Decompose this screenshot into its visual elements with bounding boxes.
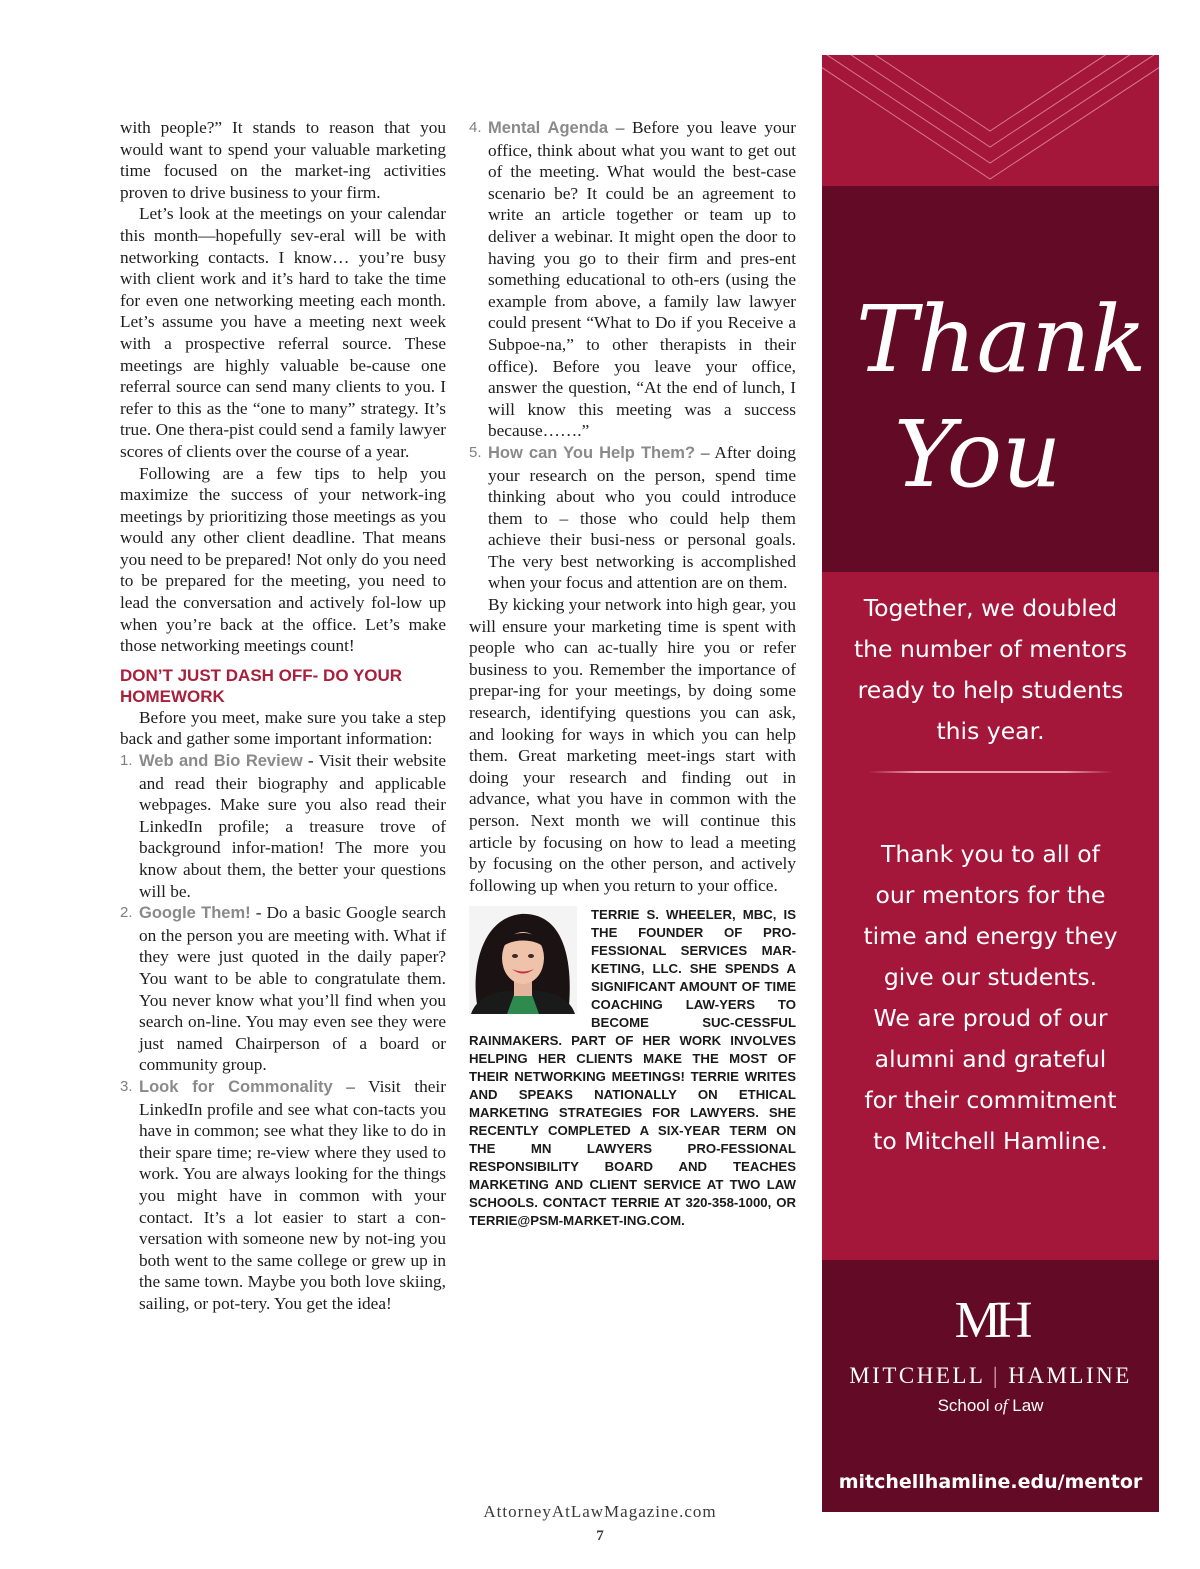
tips-list-continued bbox=[469, 117, 796, 594]
school-of-law bbox=[822, 1396, 1159, 1416]
ad-line: for their commitment bbox=[864, 1086, 1117, 1114]
article-paragraph: Before you meet, make sure you take a step back and gather some important information: bbox=[120, 707, 446, 749]
tip-number: 3. bbox=[120, 1077, 133, 1095]
ad-line: alumni and grateful bbox=[874, 1045, 1107, 1073]
thank-script-word: Thank bbox=[856, 286, 1147, 393]
tip-item bbox=[469, 442, 796, 594]
school-word: School bbox=[937, 1396, 990, 1415]
mitchell-hamline-ad bbox=[822, 55, 1159, 1512]
wordmark-right: HAMLINE bbox=[1008, 1363, 1132, 1388]
tip-number: 5. bbox=[469, 443, 482, 461]
chevron-lines-icon bbox=[822, 55, 1159, 186]
you-script-word: You bbox=[894, 401, 1062, 508]
ad-line: Thank you to all of bbox=[881, 840, 1100, 868]
magazine-website: AttorneyAtLawMagazine.com bbox=[483, 1502, 717, 1521]
tip-body: Do a basic Google search on the person you are meeting with. What if they were just quoted in the daily paper? You want to be able to congratulate them. You never know what you’ll find when you search on-line. You may even see they were just named Chairperson of a board or community group. bbox=[139, 903, 447, 1075]
mh-logo-mark: MH bbox=[954, 1292, 1027, 1349]
ad-line: give our students. bbox=[883, 963, 1098, 991]
tip-number: 4. bbox=[469, 119, 482, 136]
tip-separator: - bbox=[302, 751, 319, 771]
tip-body: Visit their website and read their biography and applicable webpages. Make sure you also read their LinkedIn profile; a treasure trove of background infor-mation! The more you know about them, the better your questions will be. bbox=[139, 751, 447, 901]
of-word: of bbox=[994, 1396, 1008, 1415]
tip-separator: – bbox=[608, 118, 632, 137]
author-bio-text: TERRIE S. WHEELER, MBC, IS THE FOUNDER OF PRO-FESSIONAL SERVICES MAR-KETING, LLC. SHE SPENDS A SIGNIFICANT AMOUNT OF TIME COACHING LAW-YERS TO BECOME SUC-CESSFUL RAINMAKERS. PART OF HER WORK INVOLVES HELPING HER CLIENTS MAKE THE MOST OF THEIR NETWORKING MEETINGS! TERRIE WRITES AND SPEAKS NATIONALLY ON ETHICAL MARKETING STRATEGIES FOR LAWYERS. SHE RECENTLY COMPLETED A SIX-YEAR TERM ON THE MN LAWYERS PRO-FESSIONAL RESPONSIBILITY BOARD AND TEACHES MARKETING AND CLIENT SERVICE AT TWO LAW SCHOOLS. CONTACT TERRIE AT 320-358-1000, OR TERRIE@PSM-MARKET-ING.COM. bbox=[469, 907, 796, 1229]
tip-body: After doing your research on the person, spend time thinking about who you could introduce them to – those who could help them achieve their busi-ness or personal goals. The very best networking is accomplished when your focus and attention are on them. bbox=[488, 442, 796, 593]
tip-number: 1. bbox=[120, 752, 133, 770]
law-word: Law bbox=[1012, 1396, 1044, 1415]
tip-separator: – bbox=[332, 1076, 369, 1096]
wordmark-separator: | bbox=[992, 1363, 1000, 1388]
thank-you-script bbox=[822, 186, 1159, 572]
ad-line: We are proud of our bbox=[873, 1004, 1108, 1032]
mentor-url-link[interactable]: mitchellhamline.edu/mentor bbox=[838, 1471, 1143, 1493]
ad-chevron-band bbox=[822, 55, 1159, 186]
author-photo bbox=[469, 906, 577, 1014]
ad-line: our mentors for the bbox=[875, 881, 1106, 909]
article-paragraph: Following are a few tips to help you maximize the success of your network-ing meetings by prioritizing those meetings as you would any other client deadline. That means you need to be prepared! Not only do you need to be prepared for the meeting, you need to lead the conversation and actively fol-low up when you’re back at the office. Let’s make those networking meetings count! bbox=[120, 463, 446, 656]
ad-line: to Mitchell Hamline. bbox=[873, 1127, 1108, 1155]
article-paragraph: Let’s look at the meetings on your calendar this month—hopefully sev-eral will be with networking contacts. I know… you’re busy with client work and it’s hard to take the time for even one networking meeting each month. Let’s assume you have a meeting next week with a prospective referral source. These meetings are highly valuable be-cause one referral source can send many clients to you. I refer to this as the “one to many” strategy. It’s true. One thera-pist could send a family lawyer scores of clients over the course of a year. bbox=[120, 204, 446, 461]
tip-item bbox=[120, 1076, 446, 1315]
tip-item bbox=[120, 902, 446, 1076]
tip-number: 2. bbox=[120, 904, 133, 922]
ad-message-1 bbox=[822, 588, 1159, 752]
ad-line: Together, we doubled bbox=[863, 594, 1118, 622]
tip-separator: - bbox=[250, 903, 267, 923]
ad-divider bbox=[868, 771, 1113, 773]
tip-title: Mental Agenda bbox=[488, 119, 609, 137]
ad-line: time and energy they bbox=[863, 922, 1118, 950]
section-heading: DON’T JUST DASH OFF- DO YOUR HOMEWORK bbox=[120, 665, 403, 706]
tip-title: Look for Commonality bbox=[139, 1077, 333, 1096]
ad-line: this year. bbox=[936, 717, 1045, 745]
tip-title: Web and Bio Review bbox=[139, 752, 303, 771]
author-bio bbox=[469, 906, 796, 1230]
tip-item bbox=[120, 750, 446, 902]
ad-line: ready to help students bbox=[857, 676, 1124, 704]
article-column-2 bbox=[469, 117, 796, 1230]
ad-message-2 bbox=[822, 834, 1159, 1162]
mitchell-hamline-wordmark bbox=[822, 1363, 1159, 1389]
article-paragraph: By kicking your network into high gear, you will ensure your marketing time is spent with people who can ac-tually hire you or refer business to you. Remember the importance of prepar-ing for your meetings, by doing some research, identifying questions you can ask, and looking for ways in which you can help them. Great marketing meet-ings start with doing your research and finding out in advance, what you have in common with the person. Next month we will continue this article by focusing on how to lead a meeting by focusing on the other person, and actively following up when you return to your office. bbox=[469, 595, 796, 895]
ad-line: the number of mentors bbox=[853, 635, 1128, 663]
wordmark-left: MITCHELL bbox=[849, 1363, 985, 1388]
article-column-1 bbox=[120, 117, 446, 1314]
tip-title: Google Them! bbox=[139, 904, 251, 923]
tip-separator: – bbox=[695, 442, 715, 462]
article-paragraph: with people?” It stands to reason that you would want to spend your valuable marketing time focused on the market-ing activities proven to drive business to your firm. bbox=[120, 118, 446, 202]
tip-body: Before you leave your office, think about what you want to get out of the meeting. What would the best-case scenario be? It could be an agreement to write an article together or team up to deliver a webinar. It might open the door to having you go to their firm and pres-ent something educational to oth-ers (using the example from above, a family law lawyer could present “What to Do if you Receive a Subpoe-na,” to other therapists in their office). Before you leave your office, answer the question, “At the end of lunch, I will know this meeting was a success because…….” bbox=[488, 118, 797, 441]
tip-title: How can You Help Them? bbox=[488, 443, 696, 462]
tip-item bbox=[469, 117, 796, 442]
ad-message-panel bbox=[822, 572, 1159, 1260]
tip-body: Visit their LinkedIn profile and see what con-tacts you have in common; see what they like to do in their spare time; re-view where they used to work. You are always looking for the things you might have in common with your contact. It’s a lot easier to start a con-versation with someone new by not-ing you both went to the same college or grew up in the same town. Maybe you both love skiing, sailing, or pot-tery. You get the idea! bbox=[139, 1076, 446, 1313]
thank-you-panel bbox=[822, 186, 1159, 572]
tips-list bbox=[120, 750, 446, 1314]
page-number: 7 bbox=[596, 1528, 604, 1544]
